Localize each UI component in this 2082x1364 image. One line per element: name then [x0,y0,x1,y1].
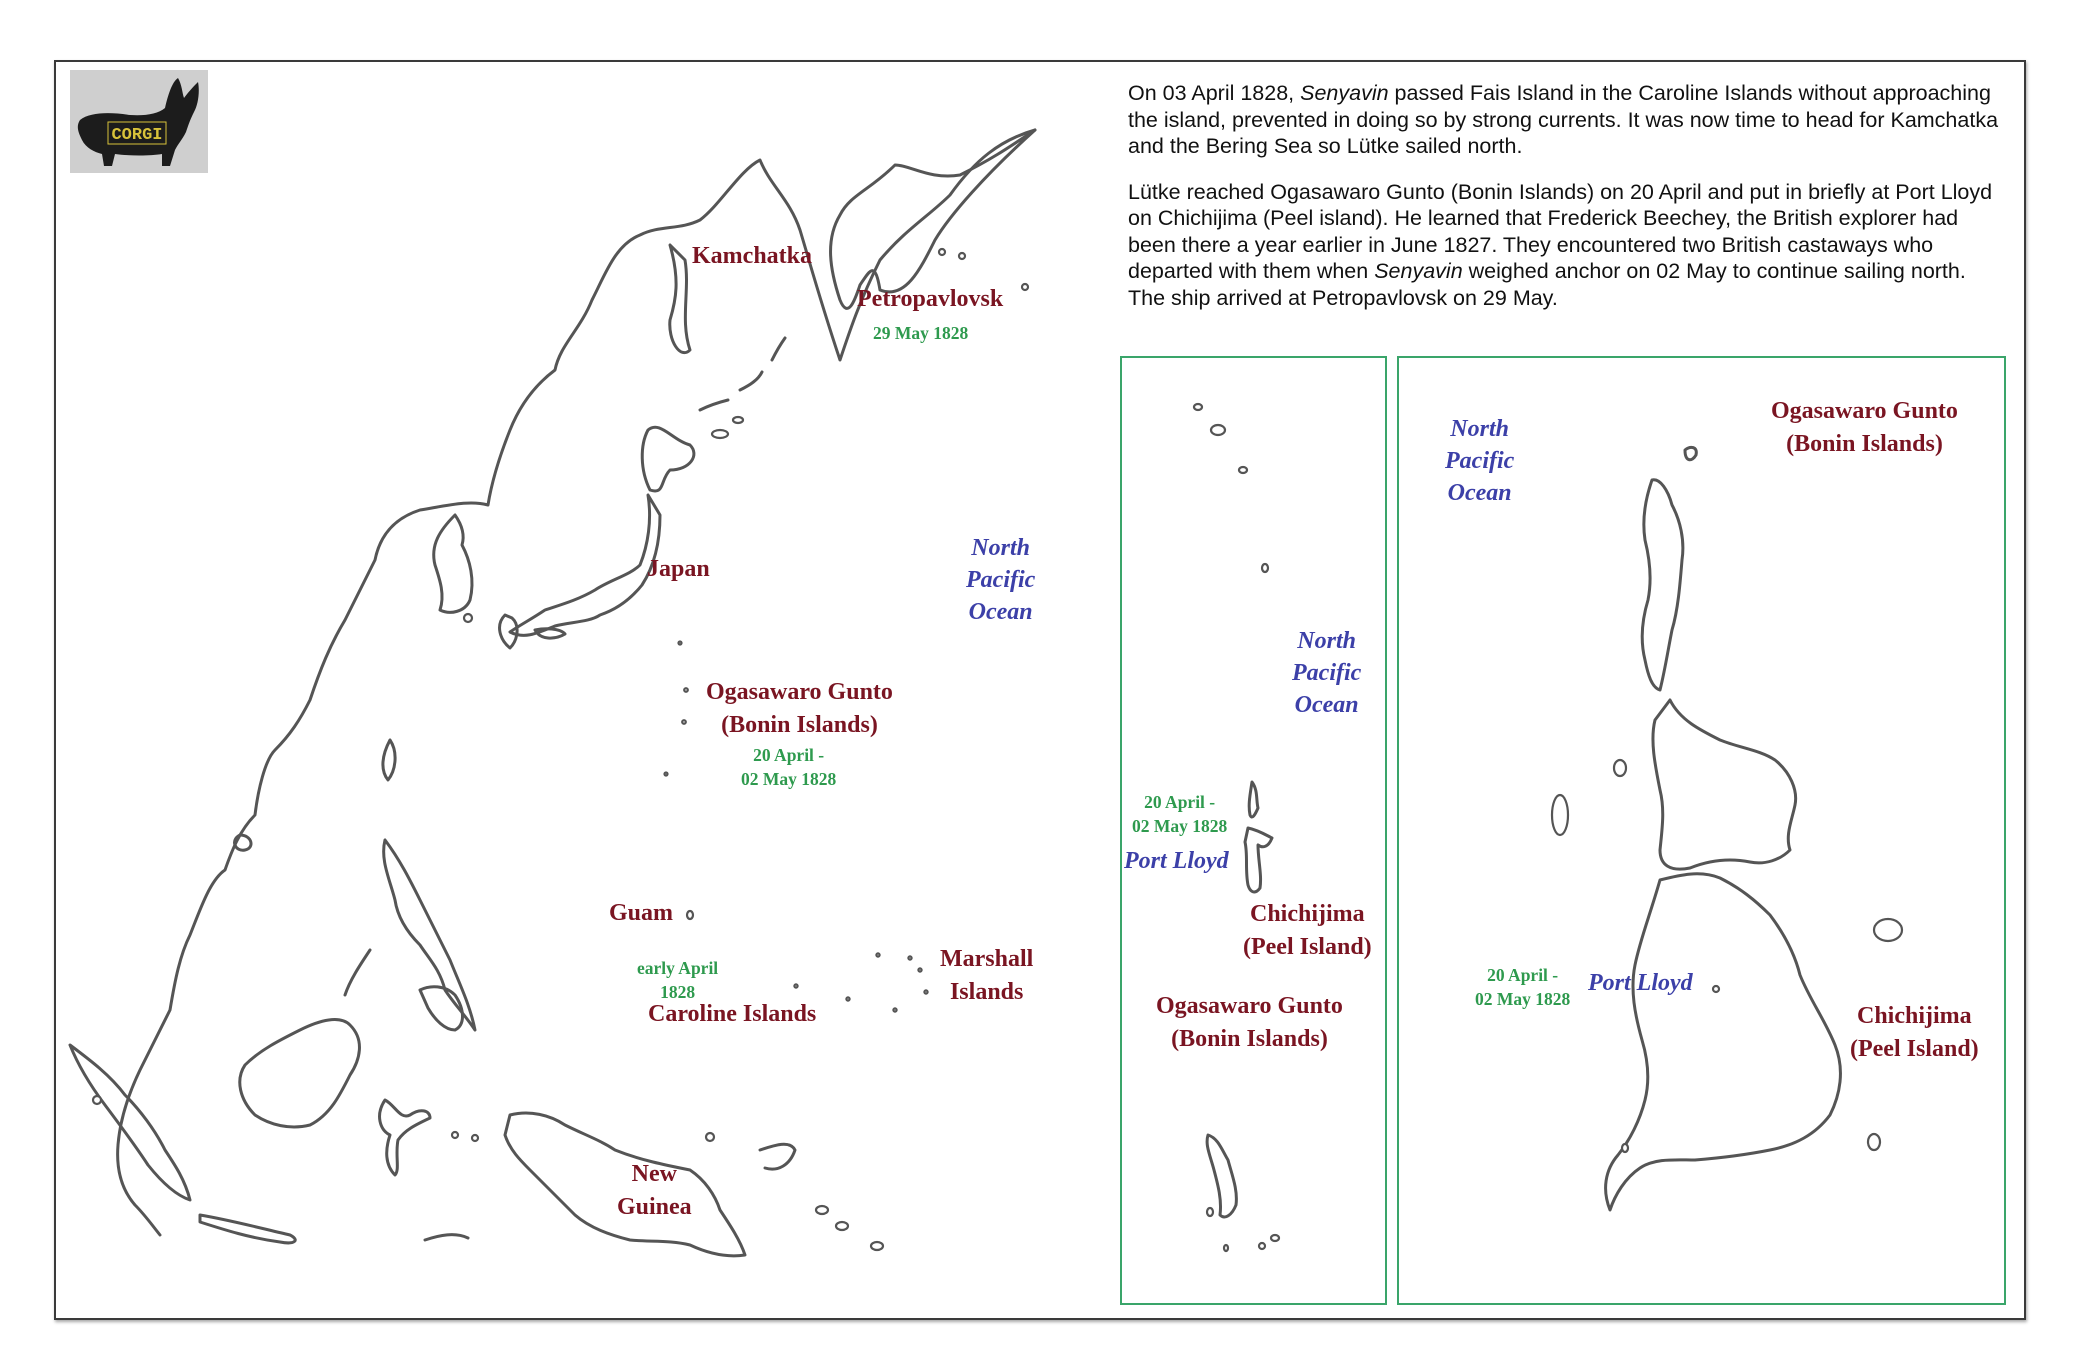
honshu-coast [510,495,660,635]
mindanao-coast [420,987,463,1030]
sakhalin-coast [670,245,690,353]
taiwan-coast [383,740,395,780]
kyushu-coast [500,615,518,648]
korea-coast [434,515,472,612]
label-japan: Japan [647,556,710,582]
label-petropavlovsk-date: 29 May 1828 [873,323,969,343]
shikoku-coast [535,629,565,638]
label-chichijima-right: Chichijima (Peel Island) [1850,1003,1979,1062]
label-bonin-mid: Ogasawaro Gunto (Bonin Islands) [1156,993,1343,1052]
label-kamchatka: Kamchatka [692,243,812,269]
label-date-mid: 20 April - 02 May 1828 [1132,792,1228,836]
label-port-lloyd-mid: Port Lloyd [1124,848,1229,874]
label-bonin-right: Ogasawaro Gunto (Bonin Islands) [1771,398,1958,457]
label-bonin-date-main: 20 April - 02 May 1828 [741,745,837,789]
label-marshall-islands: Marshall Islands [940,946,1034,1005]
label-north-pacific-right: North Pacific Ocean [1445,416,1515,506]
narrative-text [1128,80,2008,330]
borneo-coast [240,1020,360,1127]
narrative-paragraph-1: On 03 April 1828, Senyavin passed Fais Island in the Caroline Islands without approaching the island, prevented in doing so by strong currents. It was now time to head for Kamchatka and the Bering Sea so Lütke sailed north. [1128,81,1999,158]
corgi-logo [70,70,208,173]
label-north-pacific-main: North Pacific Ocean [966,535,1036,625]
palawan-coast [345,950,370,995]
guam-island [687,911,693,919]
label-petropavlovsk: Petropavlovsk [857,286,1004,312]
java-coast [200,1215,295,1243]
label-new-guinea: New Guinea [617,1161,692,1220]
label-chichijima-mid: Chichijima (Peel Island) [1243,901,1372,960]
kuril-islands [700,338,785,410]
hokkaido-coast [642,427,694,491]
label-port-lloyd-right: Port Lloyd [1588,970,1693,996]
label-caroline-islands: Caroline Islands [648,1001,817,1027]
logo-text: CORGI [111,126,163,145]
philippines-coast [384,840,475,1030]
label-guam: Guam [609,900,674,926]
sulawesi-coast [380,1100,430,1175]
kamchatka-coast [831,130,1035,308]
label-bonin-main: Ogasawaro Gunto (Bonin Islands) [706,679,893,738]
sumatra-coast [70,1045,190,1200]
label-north-pacific-mid: North Pacific Ocean [1292,628,1362,718]
new-britain-coast [760,1144,795,1169]
label-caroline-date: early April 1828 [637,958,719,1002]
narrative-paragraph-2: Lütke reached Ogasawaro Gunto (Bonin Islands) on 20 April and put in briefly at Port Lloyd on Chichijima (Peel island). He learned that Frederick Beechey, the British explorer had been there a year earlier in June 1827. They encountered two British castaways who departed with them when Senyavin weighed anchor on 02 May to continue sailing north. The ship arrived at Petropavlovsk on 29 May. [1128,179,1993,310]
label-date-right: 20 April - 02 May 1828 [1475,965,1571,1009]
